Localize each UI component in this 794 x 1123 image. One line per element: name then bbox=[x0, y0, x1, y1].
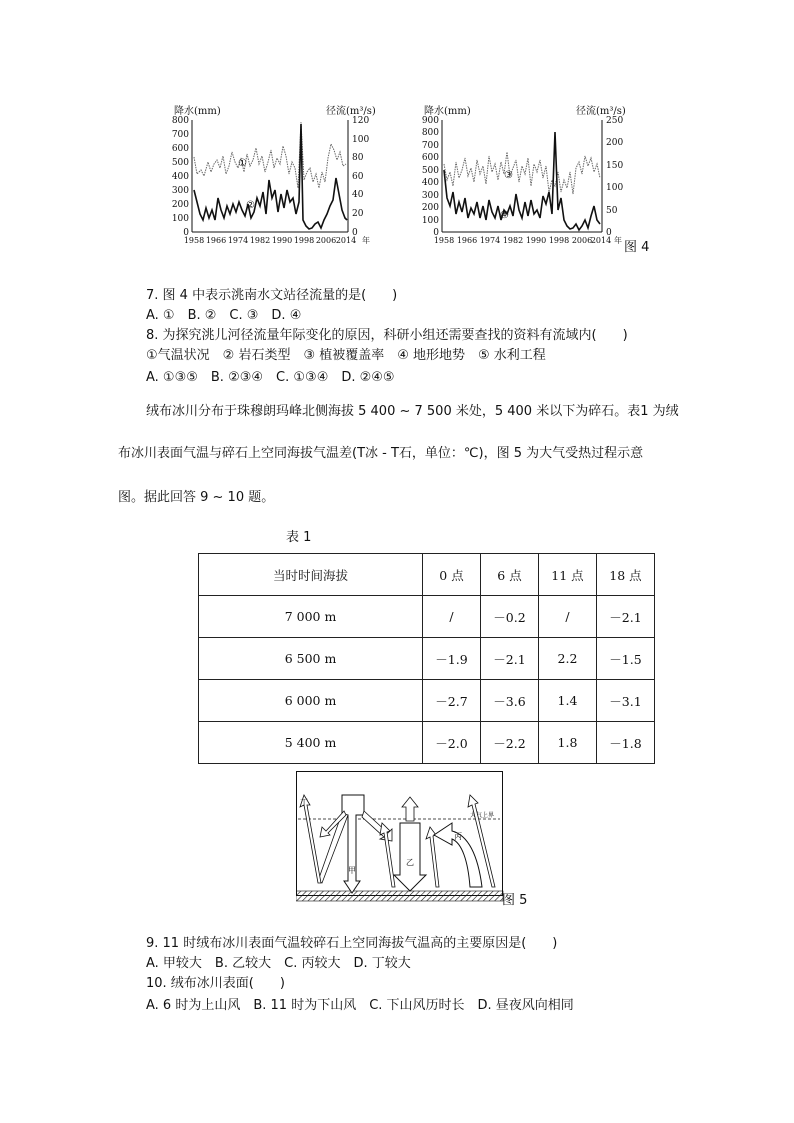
left-tick: 600 bbox=[171, 144, 189, 154]
passage-line-2: 布冰川表面气温与碎石上空同海拔气温差(T冰 - T石，单位：℃)，图 5 为大气受热过程示意 bbox=[118, 446, 644, 461]
x-tick: 1966 bbox=[205, 236, 227, 245]
left-tick: 300 bbox=[171, 186, 189, 196]
x-tick: 2006 bbox=[571, 236, 593, 245]
left-tick: 0 bbox=[183, 228, 189, 238]
table-header-cell: 0 点 bbox=[423, 554, 481, 596]
left-tick: 500 bbox=[171, 158, 189, 168]
left-tick: 500 bbox=[421, 166, 439, 176]
atmospheric-heating-diagram bbox=[296, 771, 506, 903]
x-tick: 1990 bbox=[271, 236, 293, 245]
table-cell: 1.4 bbox=[539, 680, 597, 722]
left-tick: 300 bbox=[421, 191, 439, 201]
table1-caption: 表 1 bbox=[286, 530, 312, 545]
x-tick: 2014 bbox=[590, 236, 612, 245]
x-tick: 1998 bbox=[548, 236, 570, 245]
x-unit: 年 bbox=[614, 236, 622, 245]
right-tick: 50 bbox=[606, 206, 618, 216]
right-tick: 80 bbox=[352, 153, 364, 163]
atmosphere-top-label: 大气上界 bbox=[470, 812, 495, 819]
x-tick: 2014 bbox=[335, 236, 357, 245]
left-tick: 200 bbox=[421, 203, 439, 213]
x-tick: 2006 bbox=[315, 236, 337, 245]
right-axis-label: 径流(m³/s) bbox=[576, 106, 626, 117]
x-tick: 1982 bbox=[502, 236, 524, 245]
runoff-precip-chart-2 bbox=[418, 102, 658, 252]
table-cell: －0.2 bbox=[481, 596, 539, 638]
right-tick: 100 bbox=[352, 135, 370, 145]
x-tick: 1990 bbox=[525, 236, 547, 245]
x-tick: 1958 bbox=[433, 236, 455, 245]
table-cell: －3.1 bbox=[597, 680, 655, 722]
x-tick: 1982 bbox=[249, 236, 271, 245]
table-header-row bbox=[199, 554, 655, 596]
series-2-line bbox=[194, 124, 347, 229]
right-tick: 20 bbox=[352, 209, 364, 219]
question-8-items: ①气温状况 ② 岩石类型 ③ 植被覆盖率 ④ 地形地势 ⑤ 水利工程 bbox=[146, 348, 546, 363]
series-2-marker: ④ bbox=[500, 210, 509, 221]
table-row bbox=[199, 596, 655, 638]
question-8-stem: 8. 为探究洮儿河径流量年际变化的原因，科研小组还需要查找的资料有流域内( ) bbox=[146, 328, 628, 343]
left-tick: 800 bbox=[171, 116, 189, 126]
table-cell: 1.8 bbox=[539, 722, 597, 764]
x-tick: 1958 bbox=[183, 236, 205, 245]
question-10-options: A. 6 时为上山风 B. 11 时为下山风 C. 下山风历时长 D. 昼夜风向相同 bbox=[146, 998, 574, 1013]
x-tick: 1998 bbox=[293, 236, 315, 245]
table-cell: －2.7 bbox=[423, 680, 481, 722]
right-tick: 0 bbox=[606, 228, 612, 238]
label-ding: 丁 bbox=[300, 798, 308, 807]
right-tick: 150 bbox=[606, 161, 624, 171]
left-tick: 0 bbox=[433, 228, 439, 238]
figure4-chart-2 bbox=[418, 102, 658, 252]
table-cell: 7 000 m bbox=[199, 596, 423, 638]
table-row bbox=[199, 680, 655, 722]
ground-surface bbox=[296, 891, 503, 901]
left-tick: 800 bbox=[421, 128, 439, 138]
figure5-caption: 图 5 bbox=[502, 893, 528, 908]
label-bing: 丙 bbox=[454, 832, 462, 841]
table-cell: －2.1 bbox=[481, 638, 539, 680]
question-8-options: A. ①③⑤ B. ②③④ C. ①③④ D. ②④⑤ bbox=[146, 370, 395, 385]
right-tick: 200 bbox=[606, 138, 624, 148]
left-axis-label: 降水(mm) bbox=[174, 106, 221, 117]
table-cell: 6 500 m bbox=[199, 638, 423, 680]
table-cell: 5 400 m bbox=[199, 722, 423, 764]
question-7-stem: 7. 图 4 中表示洮南水文站径流量的是( ) bbox=[146, 288, 398, 303]
left-tick: 700 bbox=[421, 141, 439, 151]
table-cell: / bbox=[539, 596, 597, 638]
label-jia: 甲 bbox=[348, 866, 356, 875]
figure5-diagram bbox=[296, 771, 506, 907]
right-tick: 0 bbox=[352, 228, 358, 238]
x-tick: 1974 bbox=[479, 236, 501, 245]
right-axis-label: 径流(m³/s) bbox=[326, 106, 376, 117]
table-cell: －1.9 bbox=[423, 638, 481, 680]
table-header-cell: 当时时间海拔 bbox=[199, 554, 423, 596]
table-header-cell: 11 点 bbox=[539, 554, 597, 596]
table-header-cell: 6 点 bbox=[481, 554, 539, 596]
runoff-precip-chart-1 bbox=[168, 102, 378, 252]
right-tick: 250 bbox=[606, 116, 624, 126]
question-9-options: A. 甲较大 B. 乙较大 C. 丙较大 D. 丁较大 bbox=[146, 956, 411, 971]
series-1-line bbox=[444, 152, 600, 194]
x-tick: 1974 bbox=[227, 236, 249, 245]
series-2-marker: ② bbox=[246, 200, 255, 211]
table-cell: －2.1 bbox=[597, 596, 655, 638]
right-tick: 120 bbox=[352, 116, 370, 126]
left-tick: 200 bbox=[171, 200, 189, 210]
left-axis-label: 降水(mm) bbox=[424, 106, 471, 117]
right-tick: 100 bbox=[606, 183, 624, 193]
table-cell: 2.2 bbox=[539, 638, 597, 680]
figure4-chart-1 bbox=[168, 102, 378, 252]
series-1-marker: ① bbox=[238, 158, 247, 169]
x-unit: 年 bbox=[362, 236, 370, 245]
question-7-options: A. ① B. ② C. ③ D. ④ bbox=[146, 308, 302, 323]
table-cell: －1.5 bbox=[597, 638, 655, 680]
left-tick: 600 bbox=[421, 153, 439, 163]
passage-line-3: 图。据此回答 9 ~ 10 题。 bbox=[118, 490, 275, 505]
series-1-line bbox=[194, 122, 346, 188]
table-cell: 6 000 m bbox=[199, 680, 423, 722]
right-tick: 60 bbox=[352, 172, 364, 182]
label-yi: 乙 bbox=[406, 858, 414, 867]
series-2-line bbox=[444, 132, 600, 230]
table-cell: －2.2 bbox=[481, 722, 539, 764]
table-header-cell: 18 点 bbox=[597, 554, 655, 596]
left-tick: 700 bbox=[171, 130, 189, 140]
figure4-caption: 图 4 bbox=[624, 240, 650, 255]
question-9-stem: 9. 11 时绒布冰川表面气温较碎石上空同海拔气温高的主要原因是( ) bbox=[146, 936, 558, 951]
series-1-marker: ③ bbox=[504, 170, 513, 181]
table-row bbox=[199, 722, 655, 764]
left-tick: 100 bbox=[171, 214, 189, 224]
table-row bbox=[199, 638, 655, 680]
left-tick: 900 bbox=[421, 116, 439, 126]
left-tick: 100 bbox=[421, 216, 439, 226]
question-10-stem: 10. 绒布冰川表面( ) bbox=[146, 976, 285, 991]
table-cell: －3.6 bbox=[481, 680, 539, 722]
table-cell: / bbox=[423, 596, 481, 638]
x-tick: 1966 bbox=[456, 236, 478, 245]
passage-line-1: 绒布冰川分布于珠穆朗玛峰北侧海拔 5 400 ~ 7 500 米处，5 400 米以下为碎石。表1 为绒 bbox=[146, 404, 679, 419]
left-tick: 400 bbox=[171, 172, 189, 182]
table-cell: －1.8 bbox=[597, 722, 655, 764]
table-cell: －2.0 bbox=[423, 722, 481, 764]
right-tick: 40 bbox=[352, 190, 364, 200]
table-1 bbox=[198, 553, 655, 764]
left-tick: 400 bbox=[421, 178, 439, 188]
